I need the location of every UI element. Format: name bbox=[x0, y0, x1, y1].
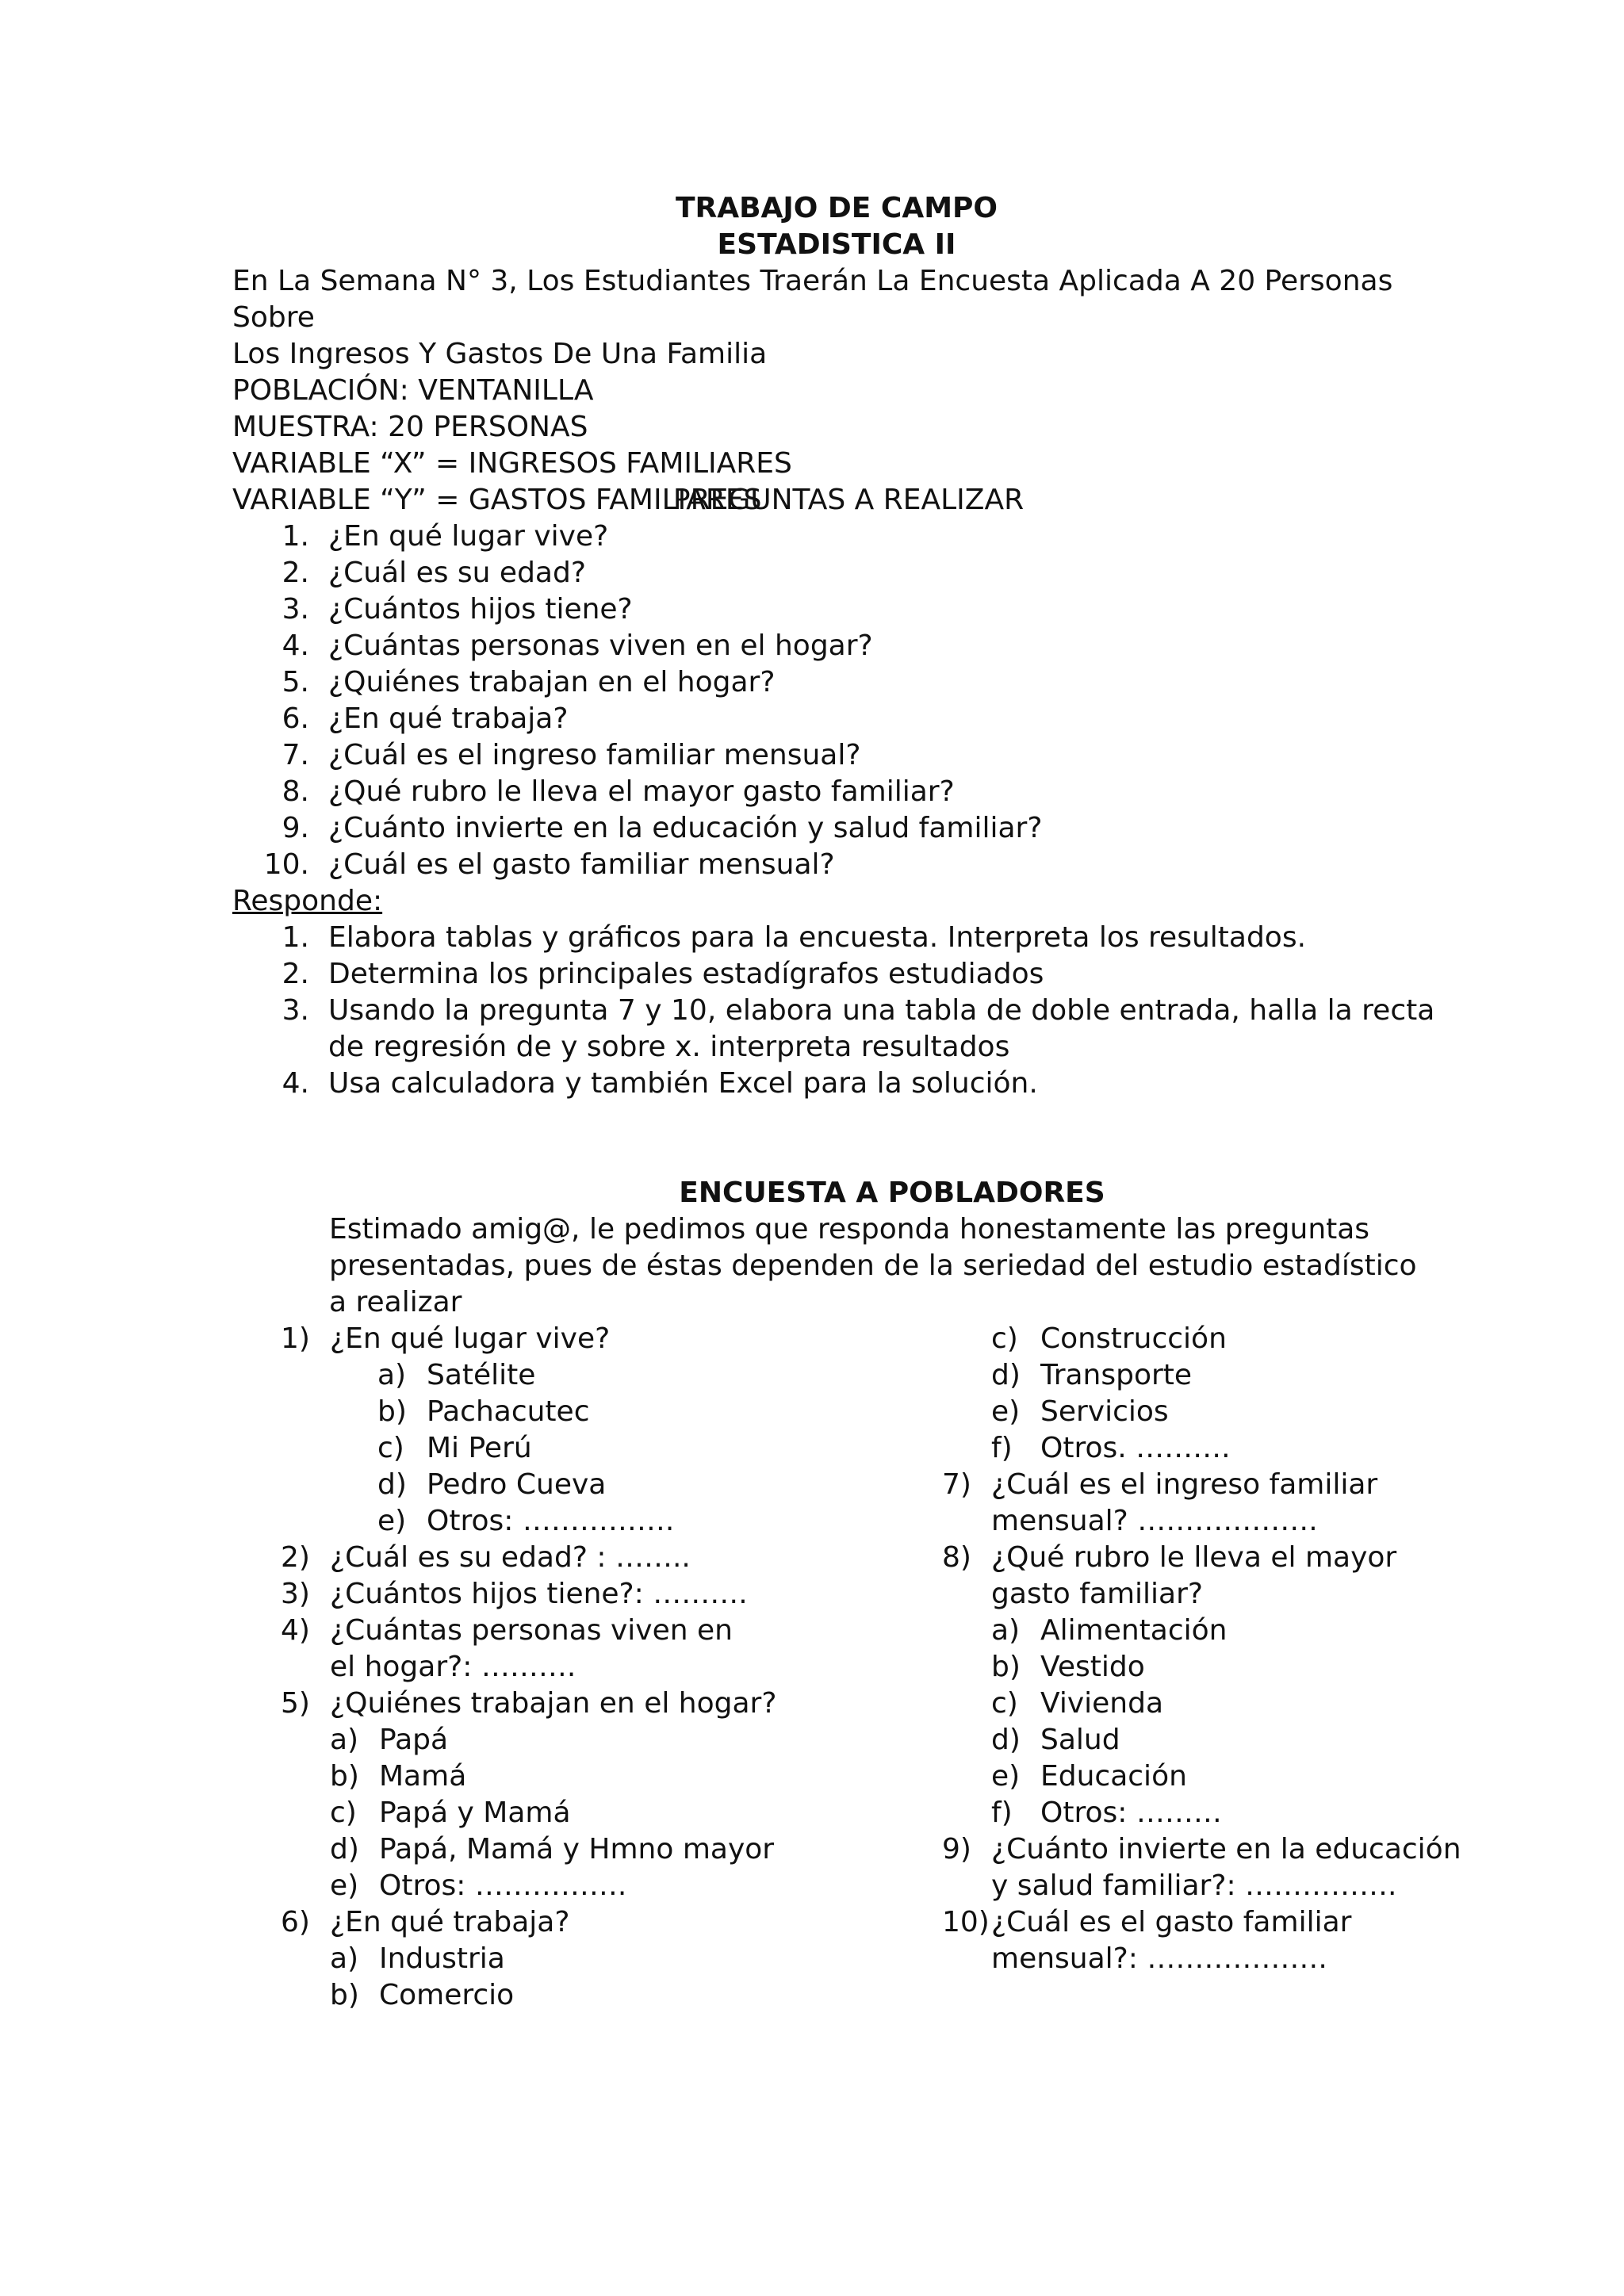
option-item: b) Vestido bbox=[991, 1651, 1145, 1683]
question-8: 8) ¿Qué rubro le lleva el mayor gasto familiar? bbox=[942, 1541, 1397, 1610]
question-10: 10) ¿Cuál es el gasto familiar mensual?: ………………. bbox=[942, 1906, 1352, 1975]
option-item: b) Comercio bbox=[330, 1979, 515, 2011]
option-item: e) Educación bbox=[991, 1760, 1187, 1793]
document-subtitle: ESTADISTICA II bbox=[717, 228, 956, 261]
option-item: e) Otros: ……………. bbox=[377, 1505, 675, 1537]
responde-list bbox=[262, 920, 1435, 1102]
list-item: 7. ¿Cuál es el ingreso familiar mensual? bbox=[282, 739, 861, 771]
encuesta-left-column bbox=[281, 1321, 931, 2014]
question-5: 5) ¿Quiénes trabajan en el hogar? bbox=[281, 1687, 777, 1720]
option-item: a) Industria bbox=[330, 1942, 505, 1975]
option-item: e) Servicios bbox=[991, 1395, 1169, 1428]
encuesta-title: ENCUESTA A POBLADORES bbox=[679, 1177, 1105, 1209]
option-item: f) Otros. ………. bbox=[991, 1432, 1231, 1464]
question-7: 7) ¿Cuál es el ingreso familiar mensual? ………………. bbox=[942, 1468, 1378, 1537]
option-item: a) Papá bbox=[330, 1724, 449, 1756]
responde-heading: Responde: bbox=[232, 885, 383, 917]
question-5-options bbox=[281, 1722, 931, 1904]
muestra-line: MUESTRA: 20 PERSONAS bbox=[232, 411, 588, 443]
option-item: c) Construcción bbox=[991, 1322, 1227, 1355]
option-item: a) Satélite bbox=[377, 1359, 536, 1391]
intro-line-2: Los Ingresos Y Gastos De Una Familia bbox=[232, 338, 768, 370]
list-item: 3. Usando la pregunta 7 y 10, elabora una tabla de doble entrada, halla la recta de regresión de y sobre x. interpreta resultados bbox=[282, 994, 1435, 1063]
question-9: 9) ¿Cuánto invierte en la educación y salud familiar?: ……………. bbox=[942, 1833, 1461, 1902]
option-item: d) Transporte bbox=[991, 1359, 1193, 1391]
list-item: 2. ¿Cuál es su edad? bbox=[282, 557, 586, 589]
question-1-options bbox=[281, 1357, 931, 1540]
encuesta-right-column bbox=[942, 1321, 1497, 1977]
variable-y-line: VARIABLE “Y” = GASTOS FAMILIARES bbox=[232, 484, 762, 516]
list-item: 8. ¿Qué rubro le lleva el mayor gasto familiar? bbox=[282, 775, 955, 808]
option-item: f) Otros: ……… bbox=[991, 1797, 1222, 1829]
option-item: d) Pedro Cueva bbox=[377, 1468, 607, 1501]
variable-x-line: VARIABLE “X” = INGRESOS FAMILIARES bbox=[232, 447, 792, 480]
list-item: 1. ¿En qué lugar vive? bbox=[282, 520, 609, 553]
question-6-options-left bbox=[281, 1941, 931, 2014]
preguntas-heading: PREGUNTAS A REALIZAR bbox=[672, 484, 1025, 516]
option-item: d) Salud bbox=[991, 1724, 1120, 1756]
option-item: e) Otros: ……………. bbox=[330, 1869, 627, 1902]
intro-block bbox=[232, 263, 1469, 519]
preguntas-list bbox=[262, 519, 1451, 883]
intro-line-1: En La Semana N° 3, Los Estudiantes Traerán La Encuesta Aplicada A 20 Personas Sobre bbox=[232, 265, 1393, 334]
list-item: 4. Usa calculadora y también Excel para la solución. bbox=[282, 1067, 1038, 1100]
question-6: 6) ¿En qué trabaja? bbox=[281, 1906, 570, 1938]
list-item: 10. ¿Cuál es el gasto familiar mensual? bbox=[263, 848, 835, 881]
question-2: 2) ¿Cuál es su edad? : …….. bbox=[281, 1541, 691, 1574]
option-item: b) Mamá bbox=[330, 1760, 467, 1793]
option-item: a) Alimentación bbox=[991, 1614, 1228, 1647]
option-item: c) Papá y Mamá bbox=[330, 1797, 571, 1829]
question-4: 4) ¿Cuántas personas viven en el hogar?: ………. bbox=[281, 1614, 733, 1683]
document-title: TRABAJO DE CAMPO bbox=[675, 192, 998, 224]
question-1: 1) ¿En qué lugar vive? bbox=[281, 1322, 611, 1355]
question-3: 3) ¿Cuántos hijos tiene?: ………. bbox=[281, 1578, 748, 1610]
question-6-options-right bbox=[942, 1321, 1497, 1467]
option-item: b) Pachacutec bbox=[377, 1395, 590, 1428]
question-8-options bbox=[942, 1613, 1497, 1831]
option-item: d) Papá, Mamá y Hmno mayor bbox=[330, 1833, 775, 1866]
encuesta-intro: Estimado amig@, le pedimos que responda honestamente las preguntas presentadas, pues de éstas dependen de la seriedad del estudio estadístico a realizar bbox=[329, 1213, 1417, 1318]
list-item: 9. ¿Cuánto invierte en la educación y salud familiar? bbox=[282, 812, 1043, 844]
option-item: c) Mi Perú bbox=[377, 1432, 532, 1464]
list-item: 6. ¿En qué trabaja? bbox=[282, 702, 569, 735]
list-item: 3. ¿Cuántos hijos tiene? bbox=[282, 593, 633, 626]
option-item: c) Vivienda bbox=[991, 1687, 1164, 1720]
list-item: 5. ¿Quiénes trabajan en el hogar? bbox=[282, 666, 776, 698]
list-item: 1. Elabora tablas y gráficos para la encuesta. Interpreta los resultados. bbox=[282, 921, 1307, 954]
poblacion-line: POBLACIÓN: VENTANILLA bbox=[232, 374, 594, 407]
list-item: 4. ¿Cuántas personas viven en el hogar? bbox=[282, 629, 873, 662]
list-item: 2. Determina los principales estadígrafos estudiados bbox=[282, 958, 1044, 990]
